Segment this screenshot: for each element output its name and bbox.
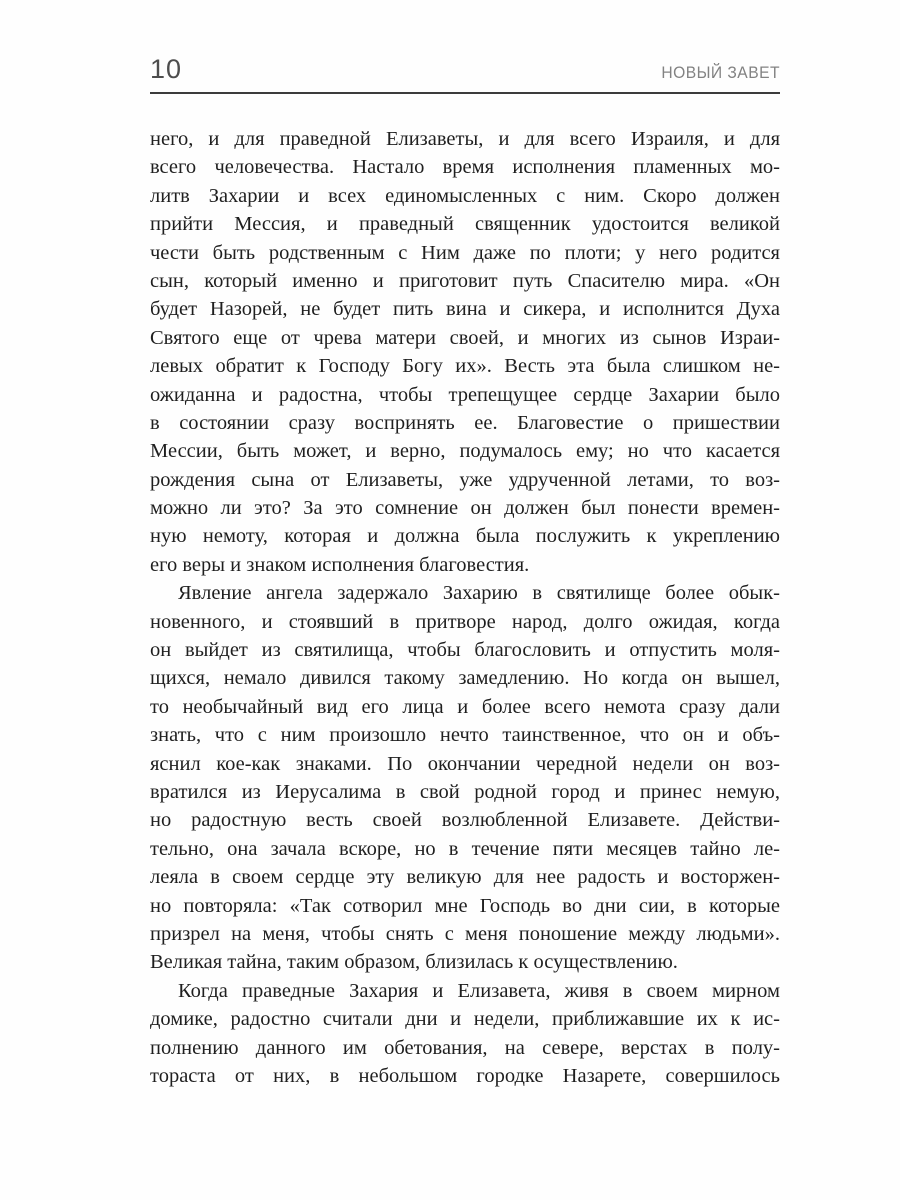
text-line-p3-1: Когда праведные Захария и Елизавета, живя в своем мирном [178, 979, 780, 1002]
text-line-p3-2: домике, радостно считали дни и недели, приближавшие их к ис- [150, 1008, 780, 1031]
text-line-p2-12: но повторяла: «Так сотворил мне Господь во дни сии, в которые [150, 894, 780, 917]
text-line-p1-2: всего человечества. Настало время исполнения пламенных мо- [150, 156, 780, 179]
text-line-p2-4: щихся, немало дивился такому замедлению. Но когда он вышел, [150, 667, 780, 690]
text-line-p2-14: Великая тайна, таким образом, близилась к осуществлению. [150, 951, 678, 974]
text-line-p1-12: Мессии, быть может, и верно, подумалось ему; но что касается [150, 440, 780, 463]
text-line-p3-3: полнению данного им обетования, на севере, верстах в полу- [150, 1036, 780, 1059]
text-line-p2-1: Явление ангела задержало Захарию в святилище более обык- [178, 582, 780, 605]
text-block [150, 125, 780, 1090]
text-line-p2-7: яснил кое-как знаками. По окончании чередной недели он воз- [150, 752, 780, 775]
text-line-p2-5: то необычайный вид его лица и более всего немота сразу дали [150, 695, 780, 718]
text-line-p1-5: чести быть родственным с Ним даже по плоти; у него родится [150, 241, 780, 264]
text-line-p3-4: тораста от них, в небольшом городке Назарете, совершилось [150, 1064, 780, 1087]
text-line-p1-7: будет Назорей, не будет пить вина и сикера, и исполнится Духа [150, 298, 780, 321]
text-line-p2-11: леяла в своем сердце эту великую для нее радость и восторжен- [150, 866, 780, 889]
text-line-p2-13: призрел на меня, чтобы снять с меня поношение между людьми». [150, 922, 780, 945]
text-line-p2-2: новенного, и стоявший в притворе народ, долго ожидая, когда [150, 610, 780, 633]
text-line-p2-3: он выйдет из святилища, чтобы благословить и отпустить моля- [150, 639, 780, 662]
page-number: 10 [150, 54, 183, 84]
text-line-p1-8: Святого еще от чрева матери своей, и многих из сынов Израи- [150, 326, 780, 349]
header-rule [150, 92, 780, 94]
text-line-p1-13: рождения сына от Елизаветы, уже удрученной летами, то воз- [150, 468, 780, 491]
page-header [150, 56, 780, 83]
text-line-p1-1: него, и для праведной Елизаветы, и для всего Израиля, и для [150, 128, 780, 150]
text-line-p1-6: сын, который именно и приготовит путь Спасителю мира. «Он [150, 269, 780, 292]
text-line-p2-10: тельно, она зачала вскоре, но в течение пяти месяцев тайно ле- [150, 837, 780, 860]
running-title: НОВЫЙ ЗАВЕТ [661, 63, 780, 82]
text-line-p1-9: левых обратит к Господу Богу их». Весть эта была слишком не- [150, 355, 780, 378]
text-line-p1-3: литв Захарии и всех единомысленных с ним. Скоро должен [150, 184, 780, 207]
text-line-p1-4: прийти Мессия, и праведный священник удостоится великой [150, 213, 780, 236]
text-line-p1-14: можно ли это? За это сомнение он должен был понести времен- [150, 497, 780, 520]
text-line-p2-6: знать, что с ним произошло нечто таинственное, что он и объ- [150, 724, 780, 747]
text-line-p1-11: в состоянии сразу воспринять ее. Благовестие о пришествии [150, 411, 780, 434]
text-line-p2-9: но радостную весть своей возлюбленной Елизавете. Действи- [150, 809, 780, 832]
text-line-p2-8: вратился из Иерусалима в свой родной город и принес немую, [150, 780, 780, 803]
text-line-p1-16: его веры и знаком исполнения благовестия. [150, 553, 530, 576]
text-line-p1-10: ожиданна и радостна, чтобы трепещущее сердце Захарии было [150, 383, 780, 406]
text-line-p1-15: ную немоту, которая и должна была послужить к укреплению [150, 525, 780, 548]
